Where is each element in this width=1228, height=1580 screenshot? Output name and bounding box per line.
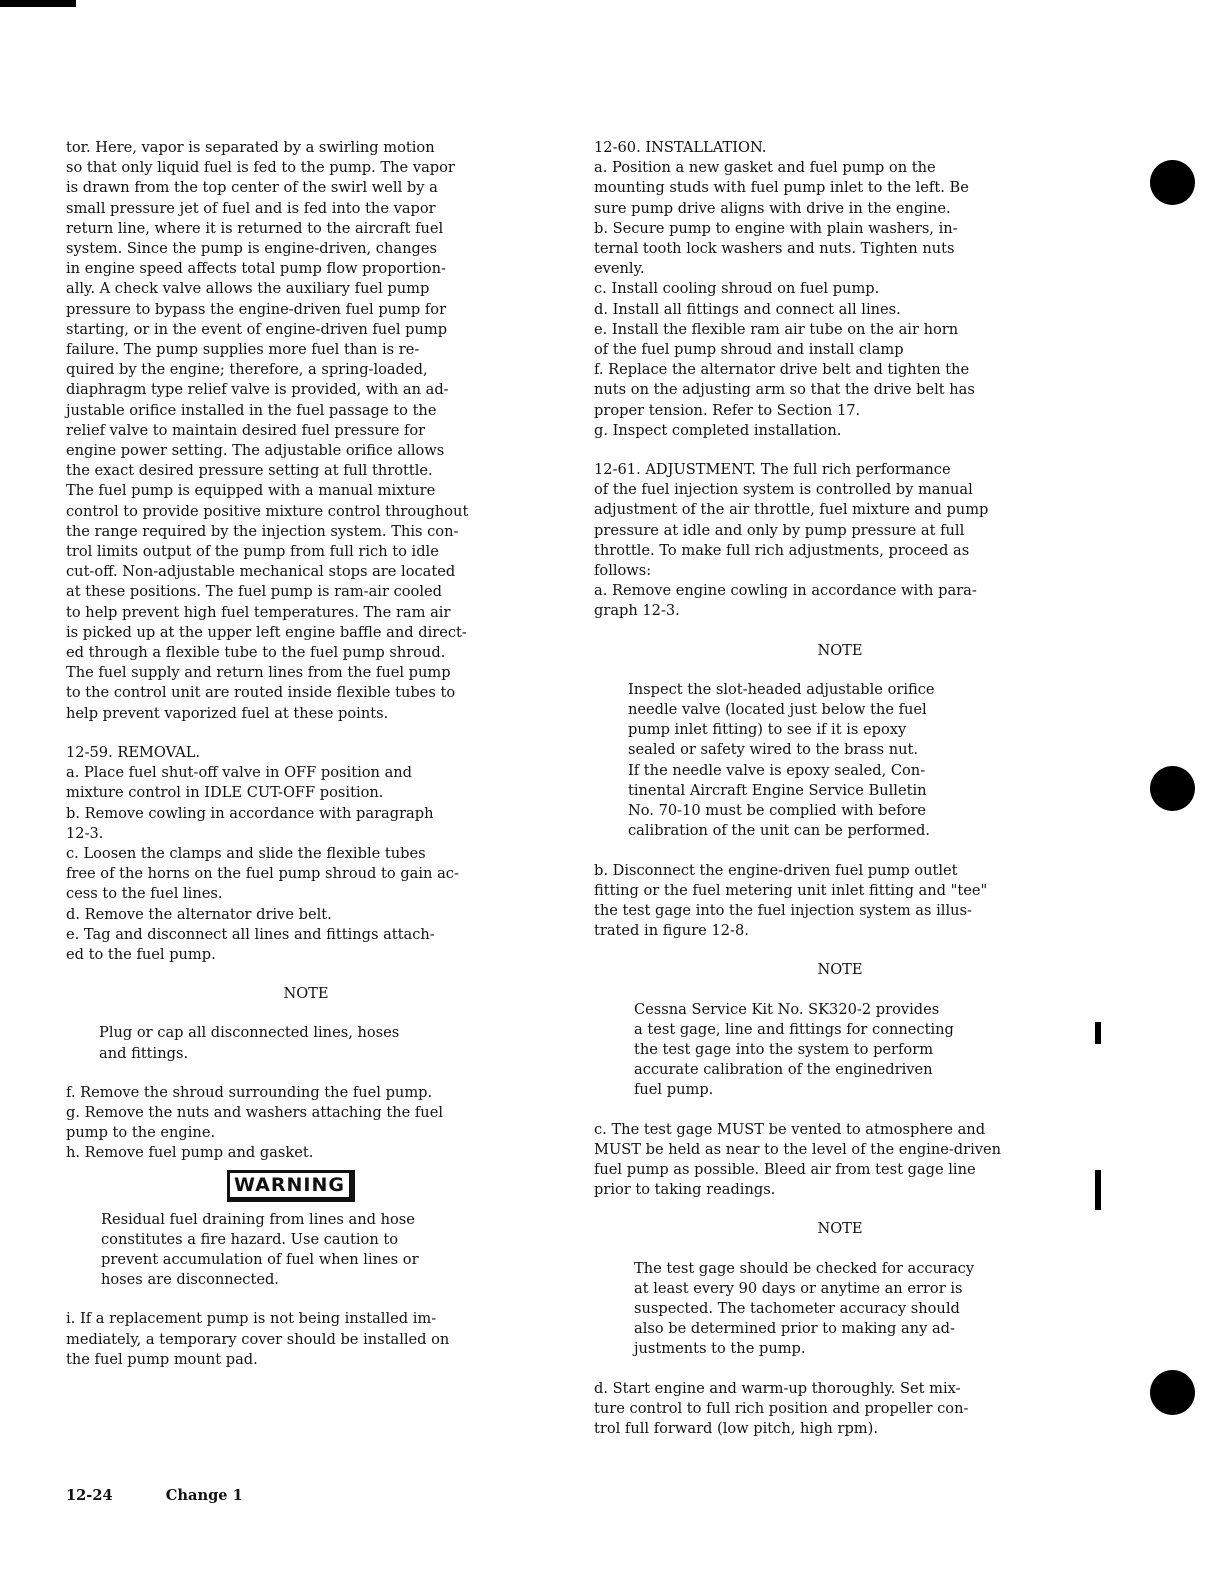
adjustment-step-c: c. The test gage MUST be vented to atmosphere and MUST be held as near to the level of the engine-driven fuel pump as possible. Bleed air from test gage line prior to taking readings. [594, 1120, 1002, 1199]
adjustment-step-d: d. Start engine and warm-up thoroughly. Set mix- ture control to full rich position and propeller con- trol full forward (low pitch, high rpm). [594, 1379, 969, 1437]
corner-mark [0, 0, 76, 7]
note-heading: NOTE [817, 641, 863, 659]
change-bar-marker [1095, 1170, 1101, 1210]
page-number: 12-24 [66, 1487, 113, 1504]
removal-steps-a-e: a. Place fuel shut-off valve in OFF position and mixture control in IDLE CUT-OFF position. b. Remove cowling in accordance with paragraph 12-3. c. Loosen the clamps and slide the flexible tubes free of the horns on the fuel pump shroud to gain ac- cess to the fuel lines. d. Remove the alternator drive belt. e. Tag and disconnect all lines and fittings attach- ed to the fuel pump. [66, 764, 459, 963]
intro-paragraph: tor. Here, vapor is separated by a swirling motion so that only liquid fuel is fed to the pump. The vapor is drawn from the top center of the swirl well by a small pressure jet of fuel and is fed into the vapor return line, where it is returned to the aircraft fuel system. Since the pump is engine-driven, changes in engine speed affects total pump flow proportion- ally. A check valve allows the auxiliary fuel pump pressure to bypass the engine-driven fuel pump for starting, or in the event of engine-driven fuel pump failure. The pump supplies more fuel than is re- quired by the engine; therefore, a spring-loaded, diaphragm type relief valve is provided, with an ad- justable orifice installed in the fuel passage to the relief valve to maintain desired fuel pressure for engine power setting. The adjustable orifice allows the exact desired pressure setting at full throttle. The fuel pump is equipped with a manual mixture control to provide positive mixture control throughout the range required by the injection system. This con- trol limits output of the pump from full rich to idle cut-off. Non-adjustable mechanical stops are located at these positions. The fuel pump is ram-air cooled to help prevent high fuel temperatures. The ram air is picked up at the upper left engine baffle and direct- ed through a flexible tube to the fuel pump shroud. The fuel supply and return lines from the fuel pump to the control unit are routed inside flexible tubes to help prevent vaporized fuel at these points. [66, 139, 469, 722]
note-text: Inspect the slot-headed adjustable orifice needle valve (located just below the fuel pump inlet fitting) to see if it is epoxy sealed or safety wired to the brass nut. If the needle valve is epoxy sealed, Con- tinental Aircraft Engine Service Bulletin No. 70-10 must be complied with before calibration of the unit can be performed. [628, 680, 935, 840]
removal-steps-f-h: f. Remove the shroud surrounding the fuel pump. g. Remove the nuts and washers attaching the fuel pump to the engine. h. Remove fuel pump and gasket. [66, 1083, 444, 1162]
removal-heading: 12-59. REMOVAL. [66, 743, 201, 761]
adjustment-paragraph: 12-61. ADJUSTMENT. The full rich performance of the fuel injection system is controlled by manual adjustment of the air throttle, fuel mixture and pump pressure at idle and only by pump pressure at full throttle. To make full rich adjustments, proceed as follows: a. Remove engine cowling in accordance with para- graph 12-3. [594, 461, 989, 620]
removal-step-i: i. If a replacement pump is not being installed im- mediately, a temporary cover should be installed on the fuel pump mount pad. [66, 1310, 450, 1368]
installation-steps: a. Position a new gasket and fuel pump on the mounting studs with fuel pump inlet to the left. Be sure pump drive aligns with drive in the engine. b. Secure pump to engine with plain washers, in- ternal tooth lock washers and nuts. Tighten nuts evenly. c. Install cooling shroud on fuel pump. d. Install all fittings and connect all lines. e. Install the flexible ram air tube on the air horn of the fuel pump shroud and install clamp f. Replace the alternator drive belt and tighten the nuts on the adjusting arm so that the drive belt has proper tension. Refer to Section 17. g. Inspect completed installation. [594, 159, 975, 439]
change-dot-marker [1150, 160, 1195, 205]
change-bar-marker [1095, 1022, 1101, 1044]
change-label: Change 1 [165, 1487, 243, 1504]
note-text: Cessna Service Kit No. SK320-2 provides a test gage, line and fittings for connecting the test gage into the system to perform accurate calibration of the enginedriven fuel pump. [634, 1000, 954, 1099]
change-dot-marker [1150, 766, 1195, 811]
change-dot-marker [1150, 1370, 1195, 1415]
note-heading: NOTE [817, 1220, 863, 1238]
warning-label: WARNING [227, 1170, 355, 1202]
note-text: Plug or cap all disconnected lines, hoses and fittings. [99, 1024, 400, 1062]
page-footer [66, 1487, 291, 1504]
note-text: The test gage should be checked for accuracy at least every 90 days or anytime an error is suspected. The tachometer accuracy should also be determined prior to making any ad- justments to the pump. [634, 1259, 975, 1358]
right-column [594, 138, 1086, 1439]
installation-heading: 12-60. INSTALLATION. [594, 139, 767, 156]
left-column [66, 138, 546, 1370]
note-heading: NOTE [283, 985, 329, 1003]
adjustment-step-b: b. Disconnect the engine-driven fuel pump outlet fitting or the fuel metering unit inlet fitting and "tee" the test gage into the fuel injection system as illus- trated in figure 12-8. [594, 861, 988, 940]
warning-text: Residual fuel draining from lines and hose constitutes a fire hazard. Use caution to prevent accumulation of fuel when lines or hoses are disconnected. [101, 1210, 419, 1289]
note-heading: NOTE [817, 961, 863, 979]
